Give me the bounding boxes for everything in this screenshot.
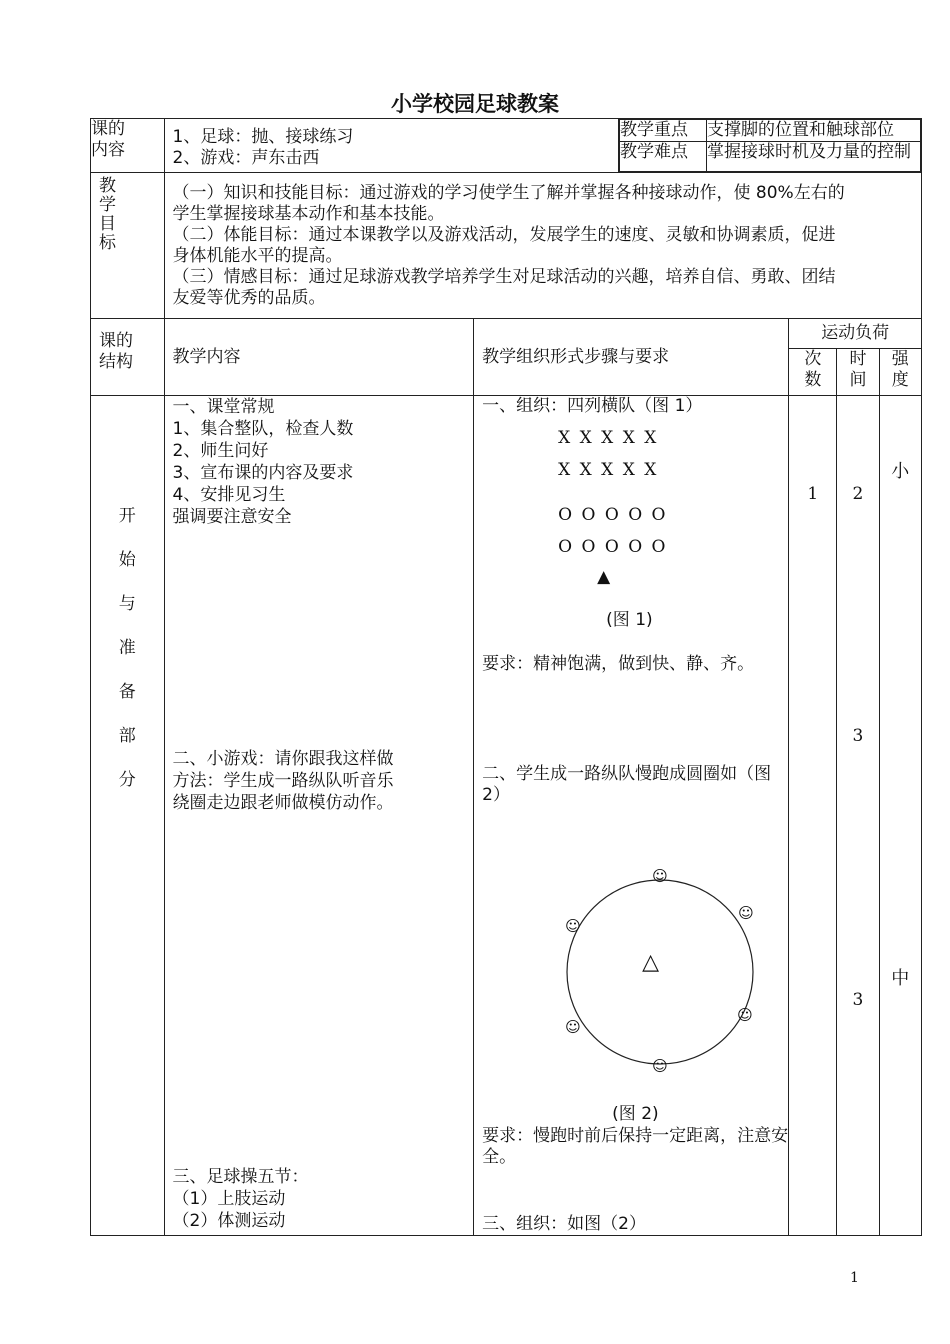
- time-header: [837, 349, 879, 396]
- content-label-cell: [91, 119, 165, 173]
- content-block-1: [173, 396, 354, 528]
- content-block1-line-1: 一、课堂常规: [172, 397, 275, 417]
- center-triangle-icon: △: [642, 950, 660, 975]
- intensity-header: [879, 349, 921, 396]
- requirement-2-line-2: 全。: [482, 1147, 517, 1167]
- content-block3-line-1: 三、足球操五节：: [172, 1167, 309, 1187]
- objective-line-5: （三）情感目标：通过足球游戏教学培养学生对足球活动的兴趣，培养自信、勇敢、团结: [172, 267, 836, 287]
- time-column: [837, 396, 879, 1236]
- count-header: [789, 349, 837, 396]
- section-label-2: 始: [118, 550, 136, 570]
- student-smiley-icon: ☺: [737, 1006, 753, 1024]
- section-label-6: 部: [118, 726, 136, 746]
- objective-line-4: 身体机能水平的提高。: [172, 246, 343, 266]
- objectives-label-3: 目: [99, 214, 116, 234]
- formation-row-4: O O O O O: [558, 537, 668, 557]
- fig1-caption: (图 1): [606, 610, 653, 630]
- objectives-label-2: 学: [99, 195, 116, 215]
- org-2-text: [482, 764, 771, 806]
- objectives-text-cell: [164, 173, 921, 319]
- teacher-triangle-icon: ▲: [597, 567, 611, 587]
- content-block2-line-3: 绕圈走边跟老师做模仿动作。: [172, 793, 394, 813]
- time-header-1: 时: [849, 349, 867, 369]
- formation-row-2: X X X X X: [558, 460, 659, 480]
- structure-label-cell: [91, 319, 165, 396]
- content-items-cell: [164, 119, 618, 173]
- organization-header: 教学组织形式步骤与要求: [474, 319, 789, 396]
- content-block3-line-2: （1）上肢运动: [172, 1189, 286, 1209]
- student-smiley-icon: ☺: [652, 1057, 668, 1075]
- section-organization-cell: [474, 396, 789, 1236]
- section-content-cell: [164, 396, 474, 1236]
- difficulty-label: 教学难点: [619, 142, 706, 172]
- count-value: 1: [807, 484, 819, 504]
- intensity-value-1: 小: [891, 461, 910, 482]
- content-block1-line-6: 强调要注意安全: [172, 507, 292, 527]
- section-label-5: 备: [118, 682, 136, 702]
- requirement-1: 要求：精神饱满，做到快、静、齐。: [482, 654, 755, 674]
- org-1-title: 一、组织：四列横队（图 1）: [482, 396, 703, 416]
- content-block2-line-2: 方法：学生成一路纵队听音乐: [172, 771, 394, 791]
- org-2-line-2: 2）: [482, 785, 510, 805]
- time-value-1: 2: [852, 484, 864, 504]
- time-header-2: 间: [849, 370, 867, 390]
- content-item-1: 1、足球：抛、接球练习: [172, 127, 354, 147]
- content-block1-line-5: 4、安排见习生: [172, 485, 286, 505]
- formation-row-3: O O O O O: [558, 505, 668, 525]
- objective-line-1: （一）知识和技能目标：通过游戏的学习使学生了解并掌握各种接球动作，使 80%左右的: [172, 183, 845, 203]
- structure-label-1: 课的: [99, 331, 133, 351]
- content-block1-line-2: 1、集合整队，检查人数: [172, 419, 354, 439]
- section-label-3: 与: [118, 594, 136, 614]
- page-number: 1: [850, 1270, 859, 1286]
- intensity-value-2: 中: [891, 968, 910, 989]
- objectives-label-1: 教: [99, 176, 116, 196]
- content-block2-line-1: 二、小游戏：请你跟我这样做: [172, 749, 394, 769]
- requirement-2-line-1: 要求：慢跑时前后保持一定距离，注意安: [482, 1126, 789, 1146]
- circle-diagram: [562, 874, 762, 1074]
- objectives-label-4: 标: [99, 233, 116, 253]
- intensity-header-1: 强: [891, 349, 909, 369]
- student-smiley-icon: ☺: [738, 904, 754, 922]
- count-column: [789, 396, 837, 1236]
- objective-line-6: 友爱等优秀的品质。: [172, 288, 326, 308]
- content-block-2: [173, 748, 394, 814]
- focus-value: 支撑脚的位置和触球部位: [706, 120, 920, 142]
- focus-difficulty-table: [619, 119, 921, 172]
- structure-label-2: 结构: [99, 352, 133, 372]
- objective-line-2: 学生掌握接球基本动作和基本技能。: [172, 204, 445, 224]
- content-label-line2: 内容: [91, 140, 125, 160]
- content-block-3: [173, 1166, 309, 1232]
- difficulty-value: 掌握接球时机及力量的控制: [706, 142, 920, 172]
- org-2-line-1: 二、学生成一路纵队慢跑成圆圈如（图: [482, 764, 772, 784]
- section-label-1: 开: [118, 506, 136, 526]
- time-value-2: 3: [852, 726, 864, 746]
- section-label-cell: [91, 396, 165, 1236]
- objectives-label-cell: [91, 173, 165, 319]
- student-smiley-icon: ☺: [565, 917, 581, 935]
- content-header: 教学内容: [164, 319, 474, 396]
- requirement-2: [482, 1126, 788, 1168]
- count-header-1: 次: [804, 349, 822, 369]
- section-label-7: 分: [118, 770, 136, 790]
- objective-line-3: （二）体能目标：通过本课教学以及游戏活动，发展学生的速度、灵敏和协调素质，促进: [172, 225, 836, 245]
- load-header: 运动负荷: [789, 319, 922, 349]
- time-value-3: 3: [852, 990, 864, 1010]
- content-block1-line-3: 2、师生问好: [172, 441, 269, 461]
- focus-label: 教学重点: [619, 120, 706, 142]
- content-label-line1: 课的: [91, 119, 125, 139]
- page-title: 小学校园足球教案: [391, 92, 559, 116]
- count-header-2: 数: [804, 370, 822, 390]
- intensity-header-2: 度: [891, 370, 909, 390]
- org-3: 三、组织：如图（2）: [482, 1214, 646, 1234]
- formation-row-1: X X X X X: [558, 428, 659, 448]
- section-label-4: 准: [118, 638, 136, 658]
- intensity-column: [879, 396, 921, 1236]
- content-block3-line-3: （2）体测运动: [172, 1211, 286, 1231]
- running-circle: [567, 880, 753, 1064]
- lesson-plan-table: [90, 118, 922, 1236]
- student-smiley-icon: ☺: [565, 1018, 581, 1036]
- content-item-2: 2、游戏：声东击西: [172, 148, 320, 168]
- content-block1-line-4: 3、宣布课的内容及要求: [172, 463, 354, 483]
- fig2-caption: (图 2): [612, 1104, 659, 1124]
- student-smiley-icon: ☺: [652, 867, 668, 885]
